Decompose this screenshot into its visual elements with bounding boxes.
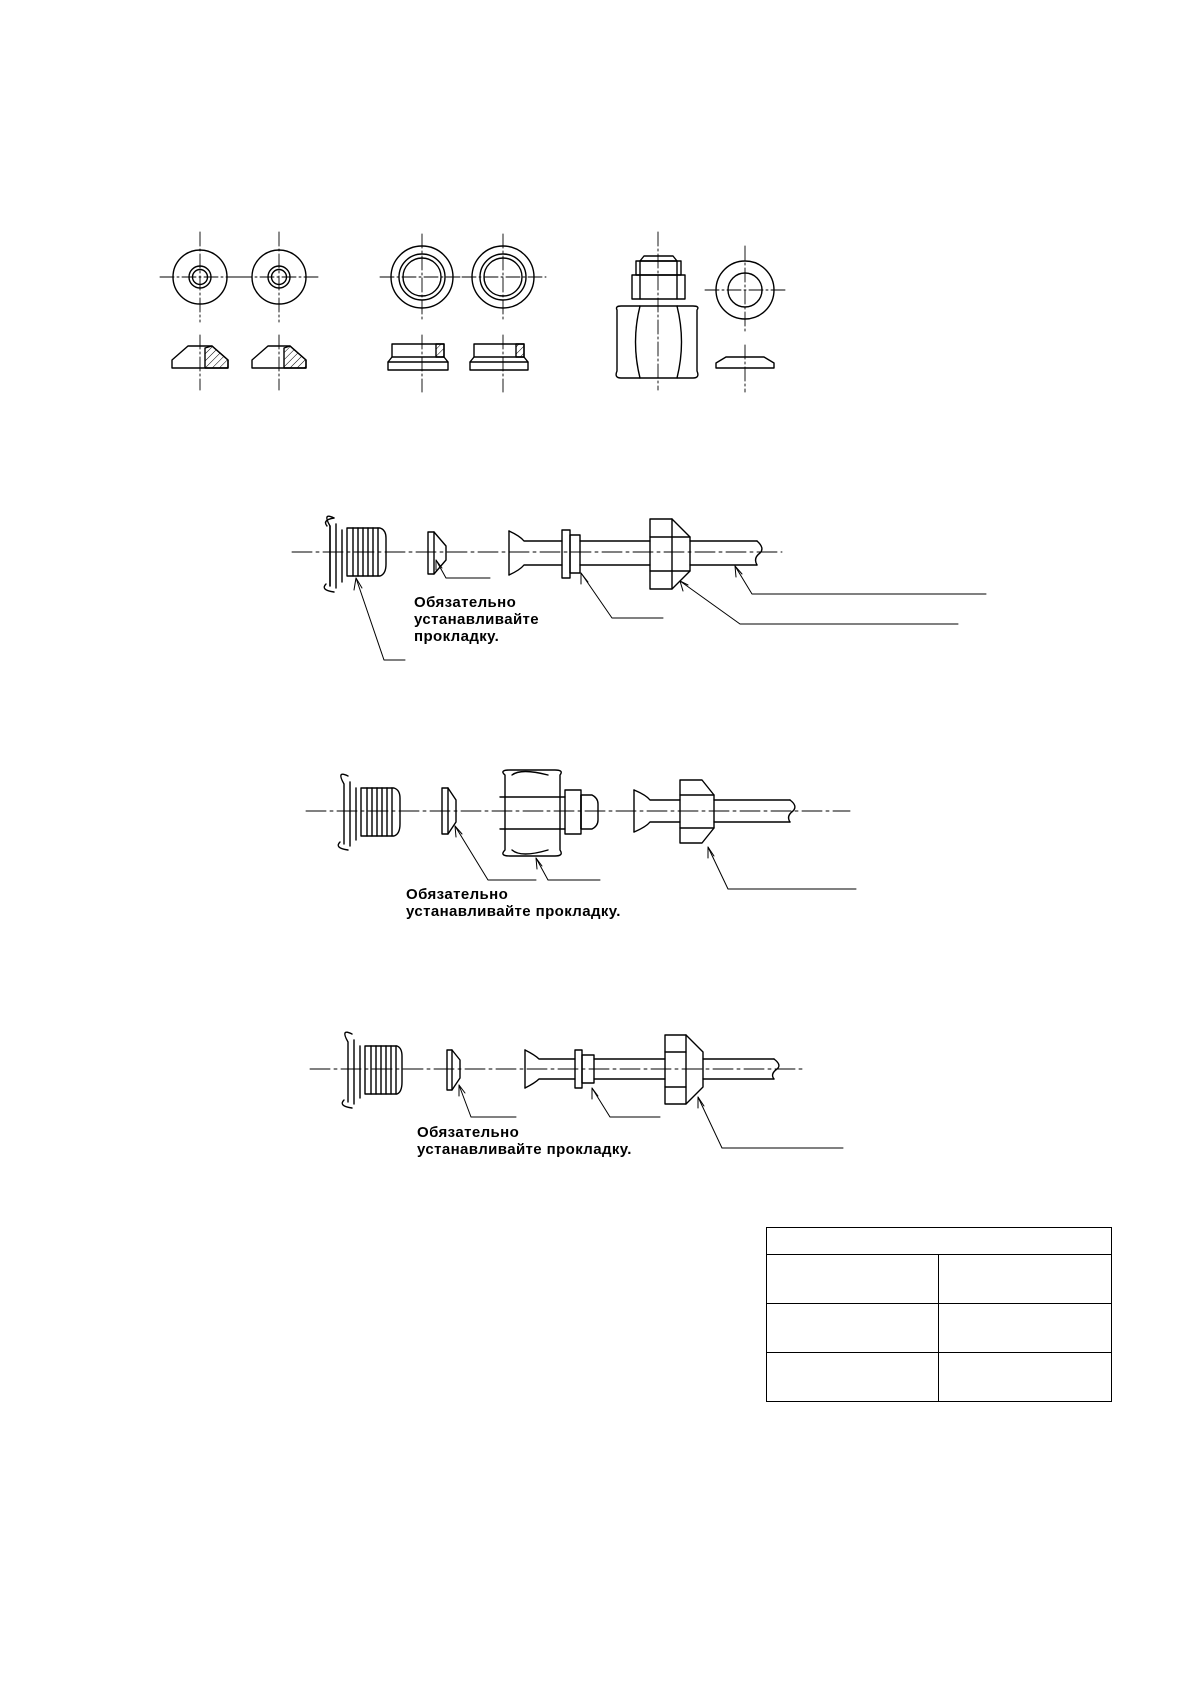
gasket-note-3-line-2: устанавливайте прокладку.	[417, 1141, 632, 1158]
valve-body-2	[338, 774, 400, 850]
flat-washer-plan	[705, 246, 787, 332]
gasket-note-2-line-2: устанавливайте прокладку.	[406, 903, 621, 920]
gasket-note-1-line-1: Обязательно	[414, 594, 517, 611]
spec-table-header	[767, 1228, 1112, 1255]
table-row	[767, 1255, 1112, 1304]
gasket-large-b-plan	[462, 234, 546, 322]
spec-table-header-row	[767, 1228, 1112, 1255]
gasket-large-a-plan	[380, 234, 466, 322]
table-cell	[767, 1255, 939, 1304]
table-row	[767, 1353, 1112, 1402]
assembly-2	[306, 770, 856, 889]
gasket-small-a-section	[172, 335, 228, 390]
gasket-note-3-line-1: Обязательно	[417, 1124, 520, 1141]
table-cell	[767, 1353, 939, 1402]
flare-tube-3	[525, 1035, 779, 1104]
flare-nut-2	[500, 770, 598, 856]
table-cell	[939, 1304, 1112, 1353]
spec-table	[766, 1227, 1112, 1402]
gasket-small-b	[238, 232, 320, 390]
gasket-note-2-line-1: Обязательно	[406, 886, 509, 903]
gasket-small-b-plan	[238, 232, 320, 322]
valve-body-3	[342, 1032, 402, 1108]
leader-lines-2	[455, 826, 856, 889]
assembly-1	[292, 516, 986, 660]
gasket-note-2	[406, 886, 621, 920]
flat-washer-section	[716, 345, 774, 392]
gasket-large-a-section	[388, 335, 448, 392]
gasket-note-3	[417, 1124, 632, 1158]
gasket-note-1-line-3: прокладку.	[414, 628, 500, 645]
flat-washer	[705, 246, 787, 392]
gasket-1	[428, 532, 446, 574]
gasket-large-b	[462, 234, 546, 392]
flare-tube-2	[634, 780, 795, 843]
gasket-note-1-line-2: устанавливайте	[414, 611, 540, 628]
gasket-small-a-plan	[160, 232, 240, 322]
gasket-small-b-section	[252, 335, 306, 390]
flare-tube-1	[509, 519, 762, 589]
table-row	[767, 1304, 1112, 1353]
table-cell	[767, 1304, 939, 1353]
gasket-small-a	[160, 232, 240, 390]
table-cell	[939, 1353, 1112, 1402]
gasket-large-b-section	[470, 335, 528, 392]
flare-nut-adapter	[616, 232, 698, 390]
table-cell	[939, 1255, 1112, 1304]
gasket-large-a	[380, 234, 466, 392]
gasket-note-1	[414, 594, 539, 645]
gasket-3	[447, 1050, 460, 1090]
